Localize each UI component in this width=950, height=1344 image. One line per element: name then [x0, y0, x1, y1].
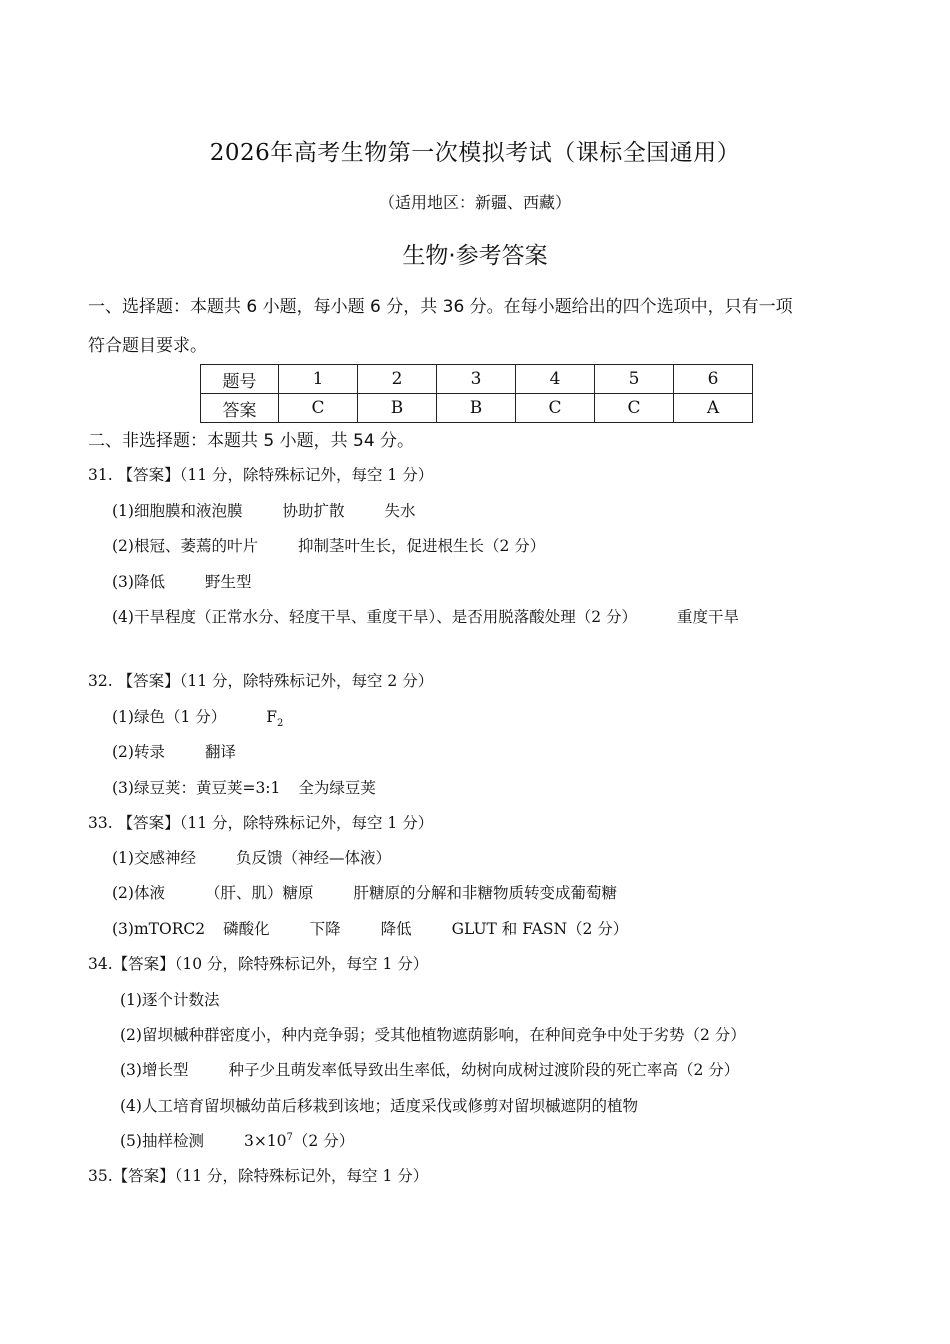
page-heading: 生物·参考答案 — [402, 243, 548, 269]
q34-answer-4: (4)人工培育留坝槭幼苗后移栽到该地；适度采伐或修剪对留坝槭遮阴的植物 — [120, 1097, 638, 1115]
table-cell-answer: A — [674, 394, 753, 423]
choice-answer-table — [200, 364, 753, 423]
table-cell-number: 5 — [595, 365, 674, 394]
q35-header: 35.【答案】（11 分，除特殊标记外，每空 1 分） — [88, 1167, 429, 1185]
q34-answer-2: (2)留坝槭种群密度小，种内竞争弱；受其他植物遮荫影响，在种间竞争中处于劣势（2 分） — [120, 1026, 746, 1044]
table-cell-number: 3 — [437, 365, 516, 394]
table-cell-number: 6 — [674, 365, 753, 394]
q31-answer-4: (4)干旱程度（正常水分、轻度干旱、重度干旱）、是否用脱落酸处理（2 分） 重度干旱 — [112, 608, 740, 626]
q32-answer-3: (3)绿豆荚：黄豆荚=3:1 全为绿豆荚 — [112, 779, 376, 797]
section1-intro-line1: 一、选择题：本题共 6 小题，每小题 6 分，共 36 分。在每小题给出的四个选项中，只有一项 — [88, 297, 793, 317]
q32-answer-1: (1)绿色（1 分） $F_2$ — [112, 708, 284, 730]
table-cell-answer: B — [358, 394, 437, 423]
q31-answer-2: (2)根冠、萎蔫的叶片 抑制茎叶生长，促进根生长（2 分） — [112, 537, 546, 555]
q33-answer-1: (1)交感神经 负反馈（神经—体液） — [112, 849, 391, 867]
q31-header: 31. 【答案】（11 分，除特殊标记外，每空 1 分） — [88, 466, 434, 484]
q31-answer-1: (1)细胞膜和液泡膜 协助扩散 失水 — [112, 502, 416, 520]
table-cell-answer: C — [279, 394, 358, 423]
table-cell-answer: C — [595, 394, 674, 423]
table-cell-answer: C — [516, 394, 595, 423]
table-row-question-numbers — [201, 365, 753, 394]
table-cell-number: 2 — [358, 365, 437, 394]
table-row-answers — [201, 394, 753, 423]
table-cell-number: 1 — [279, 365, 358, 394]
q32-header: 32. 【答案】（11 分，除特殊标记外，每空 2 分） — [88, 672, 434, 690]
q34-answer-3: (3)增长型 种子少且萌发率低导致出生率低，幼树向成树过渡阶段的死亡率高（2 分） — [120, 1061, 740, 1079]
q33-answer-3: (3)mTORC2 磷酸化 下降 降低 GLUT 和 FASN（2 分） — [112, 920, 629, 938]
section2-title: 二、非选择题：本题共 5 小题，共 54 分。 — [88, 431, 415, 451]
q33-answer-2: (2)体液 （肝、肌）糖原 肝糖原的分解和非糖物质转变成葡萄糖 — [112, 884, 617, 902]
table-cell-number: 4 — [516, 365, 595, 394]
table-header-question: 题号 — [201, 365, 279, 394]
q33-header: 33. 【答案】（11 分，除特殊标记外，每空 1 分） — [88, 814, 434, 832]
table-header-answer: 答案 — [201, 394, 279, 423]
applicable-region: （适用地区：新疆、西藏） — [378, 193, 571, 212]
q34-answer-5: (5)抽样检测 $3\times 10^7(2$ 分） — [120, 1131, 355, 1150]
section1-intro-line2: 符合题目要求。 — [88, 336, 207, 356]
q32-answer-2: (2)转录 翻译 — [112, 743, 236, 761]
q34-header: 34.【答案】（10 分，除特殊标记外，每空 1 分） — [88, 955, 429, 973]
exam-title: 2026年高考生物第一次模拟考试（课标全国通用） — [209, 140, 741, 166]
q34-answer-1: (1)逐个计数法 — [120, 991, 220, 1009]
table-cell-answer: B — [437, 394, 516, 423]
q31-answer-3: (3)降低 野生型 — [112, 573, 252, 591]
